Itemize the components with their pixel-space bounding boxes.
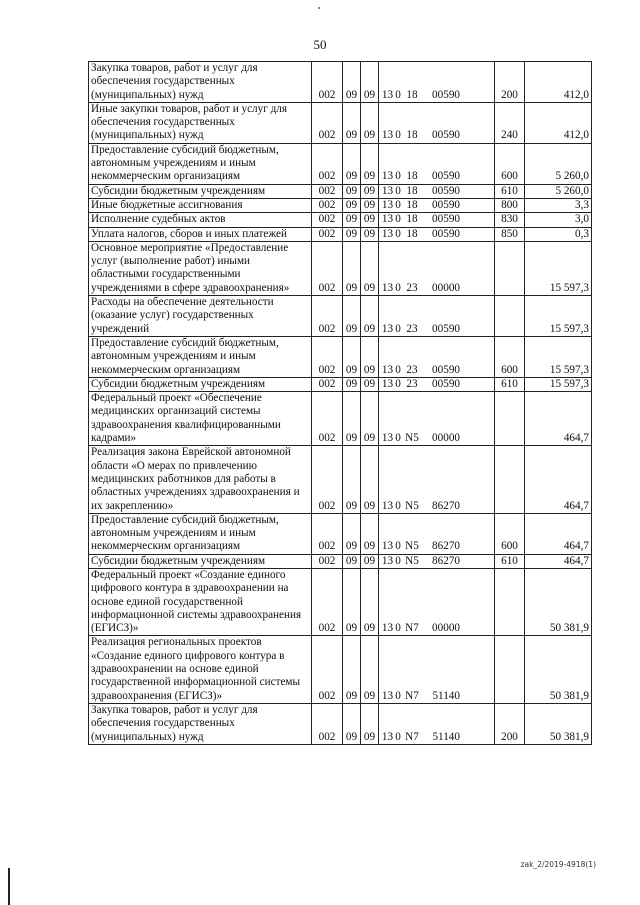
subprogram-code: 0 (395, 540, 401, 553)
direction-code: 00590 (432, 184, 460, 197)
table-row (89, 377, 592, 391)
expense-type-code (495, 296, 525, 337)
amount-value: 3,0 (525, 213, 592, 227)
target-article-code (379, 227, 495, 241)
subprogram-code: 0 (395, 227, 401, 240)
section-code: 09 (343, 568, 361, 635)
main-event-code: 18 (406, 198, 418, 211)
subsection-code: 09 (361, 213, 379, 227)
table-row (89, 198, 592, 212)
main-event-code: 23 (406, 322, 418, 335)
section-code: 09 (343, 227, 361, 241)
table-row (89, 62, 592, 103)
expense-type-code: 610 (495, 377, 525, 391)
amount-value: 464,7 (525, 392, 592, 446)
expense-type-code (495, 568, 525, 635)
row-name: Реализация закона Еврейской автономной области «О мерах по привлечению медицинских работников для работы в областных учреждениях здравоохранения и их закреплению» (89, 446, 312, 513)
subprogram-code: 0 (395, 184, 401, 197)
table-row (89, 336, 592, 377)
direction-code: 00000 (432, 281, 460, 294)
expense-type-code (495, 636, 525, 703)
amount-value: 0,3 (525, 227, 592, 241)
admin-code: 002 (312, 554, 343, 568)
direction-code: 00000 (432, 432, 460, 445)
section-code: 09 (343, 703, 361, 744)
section-code: 09 (343, 636, 361, 703)
main-event-code: 18 (406, 227, 418, 240)
subsection-code: 09 (361, 143, 379, 184)
admin-code: 002 (312, 296, 343, 337)
subsection-code: 09 (361, 568, 379, 635)
direction-code: 86270 (432, 540, 460, 553)
table-row (89, 636, 592, 703)
main-event-code: 18 (406, 170, 418, 183)
subprogram-code: 0 (395, 689, 401, 702)
program-code: 13 (381, 432, 394, 445)
target-article-code (379, 636, 495, 703)
admin-code: 002 (312, 184, 343, 198)
target-article-code (379, 213, 495, 227)
subprogram-code: 0 (395, 432, 401, 445)
direction-code: 00590 (432, 88, 460, 101)
amount-value: 15 597,3 (525, 296, 592, 337)
program-code: 13 (381, 88, 394, 101)
main-event-code: 18 (406, 184, 418, 197)
subsection-code: 09 (361, 513, 379, 554)
margin-line (8, 868, 10, 905)
amount-value: 15 597,3 (525, 336, 592, 377)
direction-code: 00590 (432, 213, 460, 226)
subsection-code: 09 (361, 102, 379, 143)
table-row (89, 568, 592, 635)
program-code: 13 (381, 322, 394, 335)
main-event-code: 23 (406, 281, 418, 294)
main-event-code: 18 (406, 88, 418, 101)
amount-value: 412,0 (525, 102, 592, 143)
expense-type-code: 200 (495, 703, 525, 744)
direction-code: 00590 (432, 363, 460, 376)
target-article-code (379, 241, 495, 295)
subsection-code: 09 (361, 636, 379, 703)
admin-code: 002 (312, 62, 343, 103)
subsection-code: 09 (361, 227, 379, 241)
program-code: 13 (381, 129, 394, 142)
target-article-code (379, 198, 495, 212)
subprogram-code: 0 (395, 730, 401, 743)
row-name: Расходы на обеспечение деятельности (оказание услуг) государственных учреждений (89, 296, 312, 337)
admin-code: 002 (312, 336, 343, 377)
subprogram-code: 0 (395, 198, 401, 211)
amount-value: 50 381,9 (525, 568, 592, 635)
subprogram-code: 0 (395, 129, 401, 142)
subsection-code: 09 (361, 446, 379, 513)
table-row (89, 703, 592, 744)
table-row (89, 241, 592, 295)
main-event-code: N5 (405, 554, 419, 567)
subsection-code: 09 (361, 336, 379, 377)
direction-code: 51140 (432, 689, 460, 702)
program-code: 13 (381, 227, 394, 240)
admin-code: 002 (312, 446, 343, 513)
amount-value: 5 260,0 (525, 143, 592, 184)
target-article-code (379, 102, 495, 143)
expense-type-code: 800 (495, 198, 525, 212)
subprogram-code: 0 (395, 281, 401, 294)
expense-type-code: 850 (495, 227, 525, 241)
amount-value: 50 381,9 (525, 636, 592, 703)
subsection-code: 09 (361, 392, 379, 446)
expense-type-code (495, 392, 525, 446)
amount-value: 464,7 (525, 554, 592, 568)
target-article-code (379, 568, 495, 635)
document-code: zak_2/2019-4918(1) (520, 860, 596, 869)
section-code: 09 (343, 296, 361, 337)
program-code: 13 (381, 540, 394, 553)
section-code: 09 (343, 241, 361, 295)
target-article-code (379, 513, 495, 554)
table-row (89, 184, 592, 198)
target-article-code (379, 296, 495, 337)
section-code: 09 (343, 143, 361, 184)
subprogram-code: 0 (395, 213, 401, 226)
admin-code: 002 (312, 568, 343, 635)
scan-speck (318, 7, 320, 9)
row-name: Закупка товаров, работ и услуг для обеспечения государственных (муниципальных) нужд (89, 62, 312, 103)
subprogram-code: 0 (395, 622, 401, 635)
section-code: 09 (343, 377, 361, 391)
admin-code: 002 (312, 703, 343, 744)
target-article-code (379, 392, 495, 446)
row-name: Субсидии бюджетным учреждениям (89, 184, 312, 198)
main-event-code: N5 (405, 499, 419, 512)
direction-code: 86270 (432, 499, 460, 512)
table-row (89, 227, 592, 241)
row-name: Федеральный проект «Обеспечение медицинских организаций системы здравоохранения квалифицированными кадрами» (89, 392, 312, 446)
subprogram-code: 0 (395, 88, 401, 101)
admin-code: 002 (312, 392, 343, 446)
expense-type-code: 600 (495, 143, 525, 184)
admin-code: 002 (312, 227, 343, 241)
admin-code: 002 (312, 377, 343, 391)
subprogram-code: 0 (395, 170, 401, 183)
expense-type-code: 610 (495, 184, 525, 198)
program-code: 13 (381, 170, 394, 183)
target-article-code (379, 377, 495, 391)
amount-value: 464,7 (525, 513, 592, 554)
subprogram-code: 0 (395, 322, 401, 335)
table-body (89, 62, 592, 745)
main-event-code: N7 (405, 622, 419, 635)
target-article-code (379, 336, 495, 377)
subsection-code: 09 (361, 198, 379, 212)
section-code: 09 (343, 198, 361, 212)
subprogram-code: 0 (395, 499, 401, 512)
row-name: Иные закупки товаров, работ и услуг для обеспечения государственных (муниципальных) нужд (89, 102, 312, 143)
amount-value: 50 381,9 (525, 703, 592, 744)
direction-code: 51140 (432, 730, 460, 743)
expense-type-code: 830 (495, 213, 525, 227)
table-row (89, 102, 592, 143)
section-code: 09 (343, 213, 361, 227)
direction-code: 00590 (432, 377, 460, 390)
amount-value: 3,3 (525, 198, 592, 212)
main-event-code: 23 (406, 363, 418, 376)
subsection-code: 09 (361, 62, 379, 103)
subprogram-code: 0 (395, 363, 401, 376)
row-name: Иные бюджетные ассигнования (89, 198, 312, 212)
table-row (89, 513, 592, 554)
section-code: 09 (343, 102, 361, 143)
subsection-code: 09 (361, 554, 379, 568)
program-code: 13 (381, 184, 394, 197)
table-row (89, 446, 592, 513)
direction-code: 00590 (432, 170, 460, 183)
row-name: Федеральный проект «Создание единого цифрового контура в здравоохранении на основе единой государственной информационной системы здравоохранения (ЕГИСЗ)» (89, 568, 312, 635)
main-event-code: 23 (406, 377, 418, 390)
expense-type-code: 240 (495, 102, 525, 143)
row-name: Субсидии бюджетным учреждениям (89, 554, 312, 568)
expense-type-code (495, 446, 525, 513)
main-event-code: N5 (405, 540, 419, 553)
subprogram-code: 0 (395, 554, 401, 567)
program-code: 13 (381, 730, 394, 743)
admin-code: 002 (312, 636, 343, 703)
expense-type-code: 600 (495, 336, 525, 377)
table-row (89, 554, 592, 568)
main-event-code: 18 (406, 213, 418, 226)
section-code: 09 (343, 184, 361, 198)
target-article-code (379, 143, 495, 184)
main-event-code: N5 (405, 432, 419, 445)
expense-type-code: 200 (495, 62, 525, 103)
program-code: 13 (381, 689, 394, 702)
table-row (89, 213, 592, 227)
amount-value: 464,7 (525, 446, 592, 513)
program-code: 13 (381, 554, 394, 567)
table-row (89, 143, 592, 184)
target-article-code (379, 62, 495, 103)
row-name: Исполнение судебных актов (89, 213, 312, 227)
expense-type-code: 610 (495, 554, 525, 568)
amount-value: 412,0 (525, 62, 592, 103)
row-name: Предоставление субсидий бюджетным, автономным учреждениям и иным некоммерческим организациям (89, 143, 312, 184)
program-code: 13 (381, 281, 394, 294)
program-code: 13 (381, 377, 394, 390)
program-code: 13 (381, 499, 394, 512)
direction-code: 00590 (432, 198, 460, 211)
expense-type-code: 600 (495, 513, 525, 554)
program-code: 13 (381, 622, 394, 635)
direction-code: 86270 (432, 554, 460, 567)
expense-type-code (495, 241, 525, 295)
section-code: 09 (343, 62, 361, 103)
program-code: 13 (381, 363, 394, 376)
amount-value: 15 597,3 (525, 377, 592, 391)
subsection-code: 09 (361, 296, 379, 337)
subsection-code: 09 (361, 241, 379, 295)
row-name: Основное мероприятие «Предоставление услуг (выполнение работ) иными областными государственными учреждениями в сфере здравоохранения» (89, 241, 312, 295)
amount-value: 5 260,0 (525, 184, 592, 198)
section-code: 09 (343, 336, 361, 377)
admin-code: 002 (312, 143, 343, 184)
target-article-code (379, 554, 495, 568)
subprogram-code: 0 (395, 377, 401, 390)
subsection-code: 09 (361, 377, 379, 391)
direction-code: 00590 (432, 322, 460, 335)
direction-code: 00000 (432, 622, 460, 635)
admin-code: 002 (312, 198, 343, 212)
table-row (89, 296, 592, 337)
main-event-code: N7 (405, 730, 419, 743)
page-number: 50 (313, 37, 327, 52)
table-row (89, 392, 592, 446)
row-name: Предоставление субсидий бюджетным, автономным учреждениям и иным некоммерческим организациям (89, 336, 312, 377)
row-name: Предоставление субсидий бюджетным, автономным учреждениям и иным некоммерческим организациям (89, 513, 312, 554)
target-article-code (379, 446, 495, 513)
row-name: Закупка товаров, работ и услуг для обеспечения государственных (муниципальных) нужд (89, 703, 312, 744)
admin-code: 002 (312, 213, 343, 227)
main-event-code: 18 (406, 129, 418, 142)
amount-value: 15 597,3 (525, 241, 592, 295)
section-code: 09 (343, 513, 361, 554)
program-code: 13 (381, 198, 394, 211)
section-code: 09 (343, 554, 361, 568)
target-article-code (379, 703, 495, 744)
subsection-code: 09 (361, 703, 379, 744)
section-code: 09 (343, 392, 361, 446)
admin-code: 002 (312, 513, 343, 554)
direction-code: 00590 (432, 227, 460, 240)
admin-code: 002 (312, 241, 343, 295)
program-code: 13 (381, 213, 394, 226)
budget-table (88, 61, 592, 745)
subsection-code: 09 (361, 184, 379, 198)
row-name: Реализация региональных проектов «Создание единого цифрового контура в здравоохранении на основе единой государственной информационной системы здравоохранения (ЕГИСЗ)» (89, 636, 312, 703)
target-article-code (379, 184, 495, 198)
admin-code: 002 (312, 102, 343, 143)
row-name: Субсидии бюджетным учреждениям (89, 377, 312, 391)
row-name: Уплата налогов, сборов и иных платежей (89, 227, 312, 241)
section-code: 09 (343, 446, 361, 513)
direction-code: 00590 (432, 129, 460, 142)
main-event-code: N7 (405, 689, 419, 702)
